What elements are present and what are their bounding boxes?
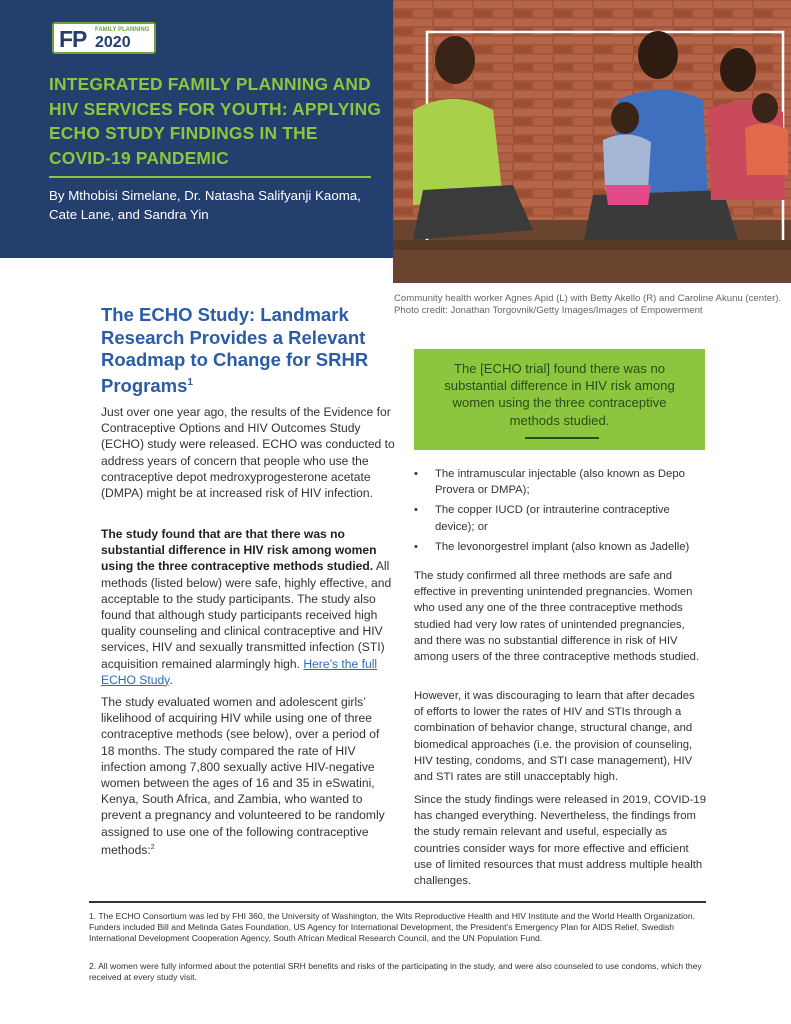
list-item <box>414 466 706 498</box>
findings-text: All methods (listed below) were safe, highly effective, and acceptable to the study participants. The study also found that although study participants received high quality counseling and clinical contraceptive and HIV services, HIV and sexually transmitted infection (STI) acquisition remained alarmingly high. <box>101 559 392 671</box>
header-banner <box>0 0 393 258</box>
methods-paragraph <box>101 694 396 858</box>
section-heading <box>101 304 401 397</box>
footnote-1: 1. The ECHO Consortium was led by FHI 360, the University of Washington, the Wits Reproductive Health and HIV Institute and the World Health Organization. Funders included Bill and Melinda Gates Foundation, US Agency for International Development, the President’s Emergency Plan for AIDS Relief, Swedish International Development Cooperation Agency, South African Medical Research Council, and the UN Population Fund. <box>89 911 695 943</box>
list-item <box>414 539 706 555</box>
bullet-mark: • <box>414 540 418 553</box>
findings-end: . <box>169 672 173 687</box>
bullet-mark: • <box>414 504 418 517</box>
footnote-divider <box>89 901 706 903</box>
findings-paragraph <box>101 526 396 688</box>
document-title: INTEGRATED FAMILY PLANNING AND HIV SERVICES FOR YOUTH: APPLYING ECHO STUDY FINDINGS IN THE COVID-19 PANDEMIC <box>49 74 382 168</box>
logo-subtitle: FAMILY PLANNING <box>95 27 150 33</box>
safety-paragraph: The study confirmed all three methods are safe and effective in preventing unintended pregnancies. Women who used any one of the three contraceptive methods studied had very low rates of unintended pregnancies, and there was no substantial difference in risk of HIV among users of the three contraceptive methods studied. <box>414 570 700 664</box>
covid-paragraph: Since the study findings were released in 2019, COVID-19 has changed everything. Nevertheless, the findings from the study remain relevant and useful, especially as countries consider ways for more effective and efficient use of limited resources that must address multiple health challenges. <box>414 794 706 888</box>
title-divider <box>49 176 371 178</box>
methods-list <box>414 466 706 559</box>
list-item-text: The intramuscular injectable (also known as Depo Provera or DMPA); <box>435 468 685 497</box>
photo-illustration <box>393 0 791 283</box>
bullet-mark: • <box>414 468 418 480</box>
pull-quote-text: The [ECHO trial] found there was no substantial difference in HIV risk among women using the three contraceptive methods studied. <box>444 361 675 428</box>
intro-paragraph: Just over one year ago, the results of the Evidence for Contraceptive Options and HIV Outcomes Study (ECHO) study were released. ECHO was conducted to address years of concern that people who use the contraceptive depot medroxyprogesterone acetate (DMPA) might be at increased risk of HIV infection. <box>101 405 395 501</box>
section-heading-text: The ECHO Study: Landmark Research Provides a Relevant Roadmap to Change for SRHR Programs <box>101 304 369 396</box>
hiv-rates-paragraph: However, it was discouraging to learn that after decades of efforts to lower the rates of HIV and STIs through a combination of behavior change, structural change, and biomedical approaches (i.e. the provision of counseling, HIV testing, condoms, and STI case management), HIV and STI rates are still unacceptably high. <box>414 690 695 784</box>
echo-study-link[interactable]: Here’s the full ECHO Study <box>101 656 378 687</box>
fp2020-logo[interactable] <box>52 22 156 54</box>
heading-footnote-ref[interactable]: 1 <box>187 376 193 388</box>
methods-text: The study evaluated women and adolescent girls’ likelihood of acquiring HIV while using one of three contraceptive methods (see below), over a period of 18 months. The study compared the rate of HIV infection among 7,800 sexually active HIV-negative women between the ages of 16 and 35 in eSwatini, Kenya, South Africa, and Zambia, who wanted to prevent a pregnancy and volunteered to be randomly assigned to use one of the following contraceptive methods: <box>101 695 385 857</box>
pull-quote-divider <box>525 437 599 439</box>
list-item <box>414 502 706 534</box>
photo-caption: Community health worker Agnes Apid (L) with Betty Akello (R) and Caroline Akunu (center). Photo credit: Jonathan Torgovnik/Getty Images/Images of Empowerment <box>394 293 782 316</box>
methods-footnote-ref[interactable]: 2 <box>150 843 155 851</box>
findings-bold: The study found that are that there was no substantial difference in HIV risk among women using the three contraceptive methods studied. <box>101 527 377 574</box>
logo-fp-mark: FP <box>59 26 87 52</box>
list-item-text: The copper IUCD (or intrauterine contraceptive device); or <box>435 504 670 533</box>
cover-photo <box>393 0 791 283</box>
logo-year: 2020 <box>95 34 131 51</box>
pull-quote-box <box>414 349 705 450</box>
footnote-2: 2. All women were fully informed about the potential SRH benefits and risks of the participating in the study, and were also counseled to use condoms, which they received at every study visit. <box>89 961 702 982</box>
list-item-text: The levonorgestrel implant (also known as Jadelle) <box>435 540 690 553</box>
authors-byline: By Mthobisi Simelane, Dr. Natasha Salifyanji Kaoma, Cate Lane, and Sandra Yin <box>49 188 361 222</box>
